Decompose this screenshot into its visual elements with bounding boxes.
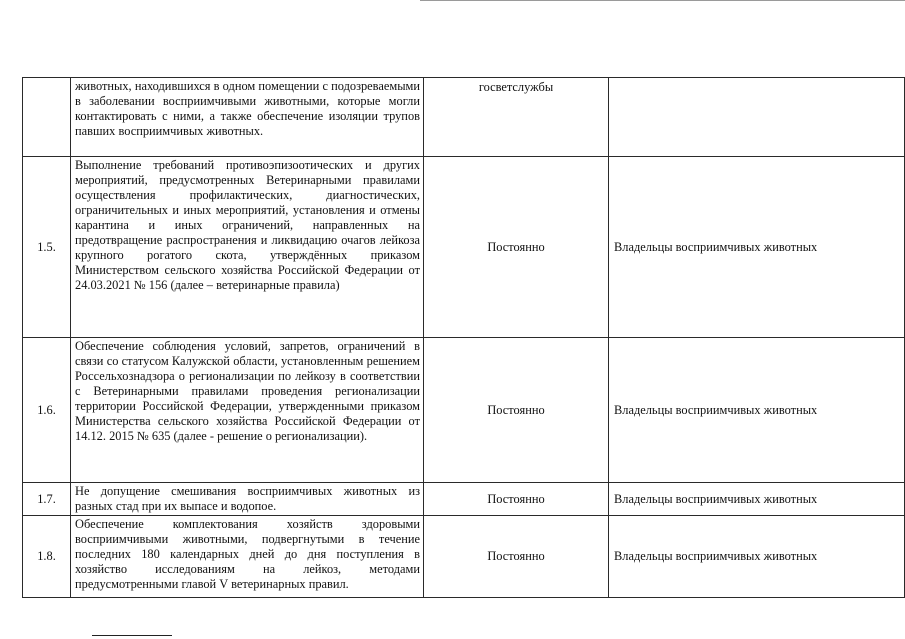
measure-description: Не допущение смешивания восприимчивых животных из разных стад при их выпасе и водопое. xyxy=(75,484,420,513)
row-number: 1.5. xyxy=(23,157,71,338)
table-row xyxy=(23,483,905,516)
table-row xyxy=(23,78,905,157)
row-number: 1.8. xyxy=(23,516,71,598)
table-row xyxy=(23,157,905,338)
row-number: 1.6. xyxy=(23,338,71,483)
measure-description: животных, находившихся в одном помещении с подозреваемыми в заболевании восприимчивыми животными, которые могли контактировать с ними, а также обеспечение изоляции трупов павших восприимчивых животных. xyxy=(75,79,420,138)
measure-term: Постоянно xyxy=(487,491,545,506)
measure-term: Постоянно xyxy=(487,239,545,254)
measure-description: Обеспечение соблюдения условий, запретов, ограничений в связи со статусом Калужской области, установленным решением Россельхознадзора о регионализации по лейкозу в соответствии с Ветеринарными правилами проведения регионализации территории Российской Федерации, утвержденными приказом Министерства сельского хозяйства Российской Федерации от 14.12. 2015 № 635 (далее - решение о регионализации). xyxy=(75,339,420,443)
table-row xyxy=(23,338,905,483)
measure-responsible: Владельцы восприимчивых животных xyxy=(614,402,818,417)
measure-responsible: Владельцы восприимчивых животных xyxy=(614,239,818,254)
measure-term: Постоянно xyxy=(487,402,545,417)
measure-term: Постоянно xyxy=(487,549,545,563)
table-row xyxy=(23,516,905,598)
measure-responsible: Владельцы восприимчивых животных xyxy=(614,491,818,506)
measure-description: Выполнение требований противоэпизоотических и других мероприятий, предусмотренных Ветеринарными правилами осуществления профилактических, диагностических, ограничительных и иных мероприятий, установления и отмены карантина и иных ограничений, направленных на предотвращение распространения и ликвидацию очагов лейкоза крупного рогатого скота, утверждённых приказом Министерством сельского хозяйства Российской Федерации от 24.03.2021 № 156 (далее – ветеринарные правила) xyxy=(75,158,420,292)
measure-responsible: Владельцы восприимчивых животных xyxy=(614,549,818,563)
measures-table xyxy=(22,77,905,598)
row-number: 1.7. xyxy=(23,483,71,516)
row-number xyxy=(23,78,71,157)
top-rule xyxy=(420,0,905,1)
footnote-rule xyxy=(92,635,172,636)
measure-description: Обеспечение комплектования хозяйств здоровыми восприимчивыми животными, подвергнутыми в течение последних 180 календарных дней до дня поступления в хозяйство исследованиям на лейкоз, методами предусмотренными главой V ветеринарных правил. xyxy=(75,517,420,591)
measure-term: госветслужбы xyxy=(478,80,554,94)
